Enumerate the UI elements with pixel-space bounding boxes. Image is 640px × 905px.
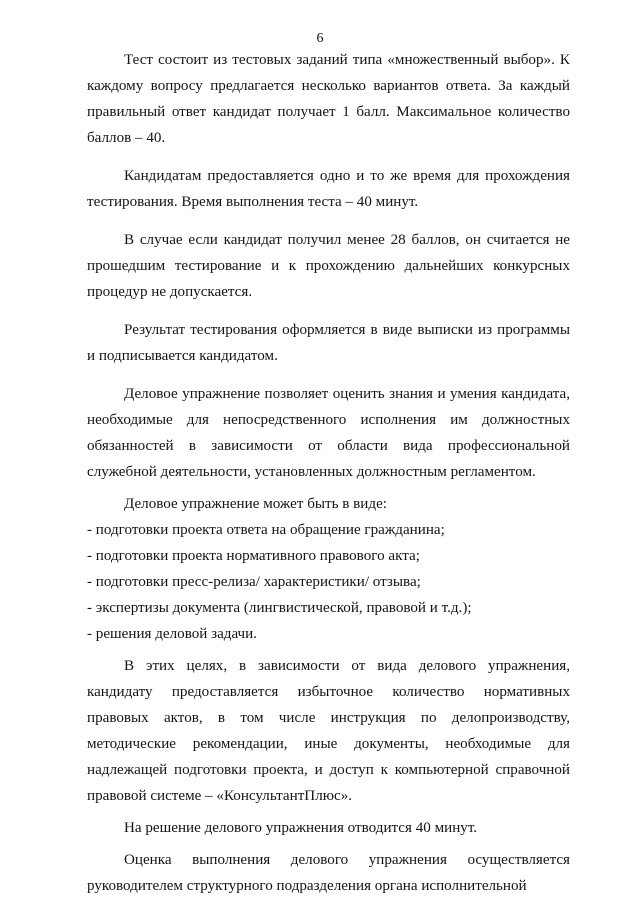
paragraph-exercise-evaluation: Оценка выполнения делового упражнения осуществляется руководителем структурного подразделения органа исполнительной bbox=[87, 852, 570, 894]
list-item: - решения деловой задачи. bbox=[87, 626, 257, 642]
paragraph-test-result: Результат тестирования оформляется в виде выписки из программы и подписывается кандидатом. bbox=[87, 322, 570, 364]
page-number: 6 bbox=[316, 31, 324, 46]
list-item: - подготовки проекта ответа на обращение гражданина; bbox=[87, 522, 445, 538]
document-body bbox=[87, 47, 570, 899]
paragraph-test-threshold: В случае если кандидат получил менее 28 баллов, он считается не прошедшим тестирование и к прохождению дальнейших конкурсных процедур не допускается. bbox=[87, 232, 570, 300]
list-item: - экспертизы документа (лингвистической, правовой и т.д.); bbox=[87, 600, 472, 616]
list-item: - подготовки проекта нормативного правового акта; bbox=[87, 548, 420, 564]
paragraph-business-exercise: Деловое упражнение позволяет оценить знания и умения кандидата, необходимые для непосредственного исполнения им должностных обязанностей в зависимости от области вида профессиональной служебной деятельности, установленных должностным регламентом. bbox=[87, 386, 570, 480]
paragraph-exercise-materials: В этих целях, в зависимости от вида делового упражнения, кандидату предоставляется избыточное количество нормативных правовых актов, в том числе инструкция по делопроизводству, методические рекомендации, иные документы, необходимые для надлежащей подготовки проекта, и доступ к компьютерной справочной правовой системе – «КонсультантПлюс». bbox=[87, 658, 570, 804]
list-item: - подготовки пресс-релиза/ характеристики/ отзыва; bbox=[87, 574, 421, 590]
paragraph-test-time: Кандидатам предоставляется одно и то же время для прохождения тестирования. Время выполнения теста – 40 минут. bbox=[87, 168, 570, 210]
paragraph-exercise-forms: Деловое упражнение может быть в виде: bbox=[124, 496, 387, 512]
paragraph-exercise-time: На решение делового упражнения отводится 40 минут. bbox=[124, 820, 478, 836]
paragraph-test-description: Тест состоит из тестовых заданий типа «множественный выбор». К каждому вопросу предлагается несколько вариантов ответа. За каждый правильный ответ кандидат получает 1 балл. Максимальное количество баллов – 40. bbox=[87, 52, 570, 146]
